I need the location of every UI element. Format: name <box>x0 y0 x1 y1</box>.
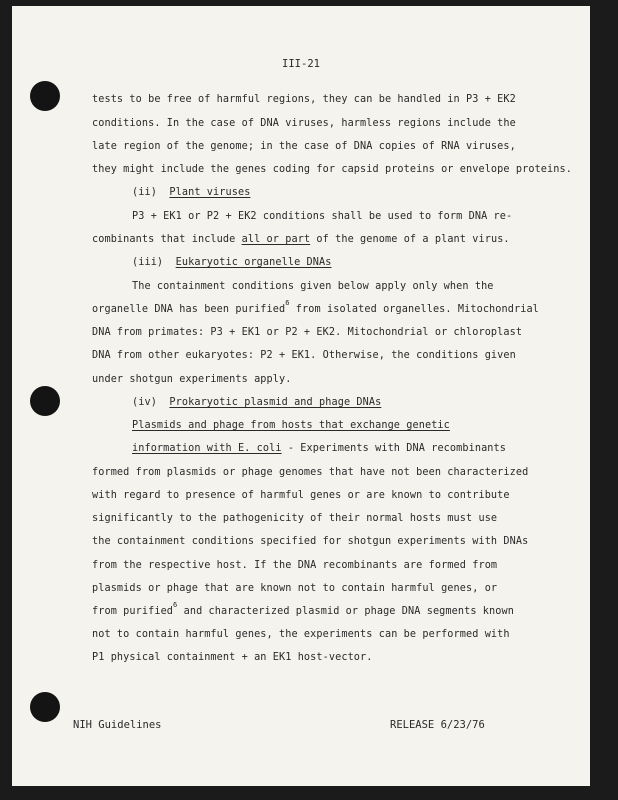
body-line <box>92 234 510 245</box>
section-heading-organelle <box>132 257 331 268</box>
body-line <box>92 299 539 315</box>
document-page <box>12 6 590 786</box>
body-line <box>132 443 506 454</box>
underlined-text: all or part <box>241 234 311 245</box>
body-line: late region of the genome; in the case of DNA copies of RNA viruses, <box>92 141 516 152</box>
binder-hole-middle <box>30 386 60 416</box>
subheading-line: information with E. coli <box>132 443 282 454</box>
body-line: conditions. In the case of DNA viruses, harmless regions include the <box>92 118 516 129</box>
binder-hole-top <box>30 81 60 111</box>
footer-left: NIH Guidelines <box>73 719 162 731</box>
text-run: from isolated organelles. Mitochondrial <box>289 304 539 315</box>
page-number: III-21 <box>282 58 320 70</box>
body-line: with regard to presence of harmful genes or are known to contribute <box>92 490 510 501</box>
footnote-marker: 6 <box>285 299 290 307</box>
body-line: the containment conditions specified for shotgun experiments with DNAs <box>92 536 529 547</box>
body-line: P1 physical containment + an EK1 host-vector. <box>92 652 373 663</box>
text-run: and characterized plasmid or phage DNA segments known <box>177 606 514 617</box>
text-run: from purified <box>92 606 174 617</box>
body-line: under shotgun experiments apply. <box>92 374 292 385</box>
footnote-marker: 6 <box>173 601 178 609</box>
section-number: (iv) <box>132 397 157 408</box>
section-heading-prokaryotic <box>132 397 381 408</box>
body-line: plasmids or phage that are known not to contain harmful genes, or <box>92 583 498 594</box>
body-line: tests to be free of harmful regions, they can be handled in P3 + EK2 <box>92 94 516 105</box>
body-line: The containment conditions given below apply only when the <box>132 281 494 292</box>
footer-right: RELEASE 6/23/76 <box>390 719 485 731</box>
body-line: they might include the genes coding for capsid proteins or envelope proteins. <box>92 164 572 175</box>
body-line: formed from plasmids or phage genomes that have not been characterized <box>92 467 529 478</box>
text-run: combinants that include <box>92 234 242 245</box>
section-number: (ii) <box>132 187 157 198</box>
body-line: significantly to the pathogenicity of their normal hosts must use <box>92 513 498 524</box>
text-run: - Experiments with DNA recombinants <box>281 443 507 454</box>
body-line: from the respective host. If the DNA recombinants are formed from <box>92 560 498 571</box>
body-line: not to contain harmful genes, the experiments can be performed with <box>92 629 510 640</box>
text-run: organelle DNA has been purified <box>92 304 286 315</box>
section-title: Prokaryotic plasmid and phage DNAs <box>169 397 382 408</box>
body-line: P3 + EK1 or P2 + EK2 conditions shall be used to form DNA re- <box>132 211 513 222</box>
section-title: Plant viruses <box>169 187 251 198</box>
body-line: DNA from other eukaryotes: P2 + EK1. Otherwise, the conditions given <box>92 350 516 361</box>
section-heading-plant-viruses <box>132 187 250 198</box>
binder-hole-bottom <box>30 692 60 722</box>
section-title: Eukaryotic organelle DNAs <box>175 257 332 268</box>
body-line <box>92 601 514 617</box>
body-line: DNA from primates: P3 + EK1 or P2 + EK2. Mitochondrial or chloroplast <box>92 327 523 338</box>
section-number: (iii) <box>132 257 164 268</box>
subheading-line: Plasmids and phage from hosts that exchange genetic <box>132 420 450 431</box>
text-run: of the genome of a plant virus. <box>310 234 510 245</box>
